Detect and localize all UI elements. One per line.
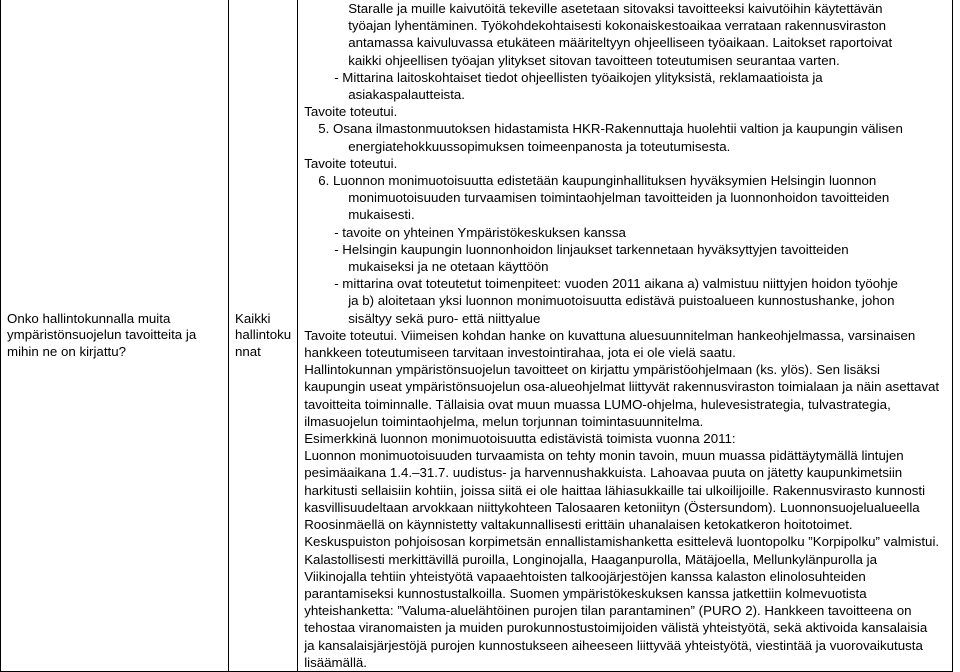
text-line: Esimerkkinä luonnon monimuotoisuutta edistävistä toimista vuonna 2011:	[304, 431, 736, 447]
text-line: mukaiseksi ja ne otetaan käyttöön	[348, 259, 549, 275]
text-line: Roosinmäellä on käynnistetty valtakunnallisesti erittäin uhanalaisen ketokatkeron hoitotoimet.	[304, 517, 853, 533]
text-line: tehostaa viranomaisten ja muiden purokunnostustoimijoiden välistä yhteistyötä, sekä aktivoida kansalaisia	[304, 620, 928, 636]
text-line: antamassa kaivuluvassa etukäteen määriteltyyn ohjeelliseen työaikaan. Laitokset raportoivat	[348, 35, 893, 51]
text-line: pesimäaikana 1.4.–31.7. uudistus- ja harvennushakkuista. Lahoavaa puuta on jätetty kaupunkimetsiin	[304, 465, 903, 481]
text-line: - mittarina ovat toteutetut toimenpiteet: vuoden 2011 aikana a) valmistuu niittyjen hoidon työohje	[334, 276, 898, 292]
text-line: kasvillisuudeltaan arvokkaan niittykohteen Talosaaren ketoniityn (Östersundom). Luonnonsuojelualueella	[304, 499, 920, 515]
text-line: lisäämällä.	[304, 654, 368, 670]
answer-cell	[298, 0, 953, 671]
text-line: ilmasuojelun toimintaohjelma, melun torjunnan toimintasuunnitelma.	[304, 413, 704, 429]
text-line: Tavoite toteutui.	[304, 104, 398, 120]
text-line: Tavoite toteutui.	[304, 155, 398, 171]
text-line: ja kansalaisjärjestöjä purojen kunnostukseen aiheeseen liittyvää yhteistyötä, viestintää ja vuorovaikutusta	[304, 637, 923, 653]
table-row	[1, 0, 953, 671]
text-line: Tavoite toteutui. Viimeisen kohdan hanke on kuvattuna aluesuunnitelman hankeohjelmassa, varsinaisen	[304, 327, 916, 343]
text-line: 5. Osana ilmastonmuutoksen hidastamista HKR-Rakennuttaja huolehtii valtion ja kaupungin välisen	[318, 121, 903, 137]
text-line: Viikinojalla tehtiin yhteistyötä vapaaehtoisten talkoojärjestöjen kanssa kalaston elinolosuhteiden	[304, 568, 866, 584]
text-line: - tavoite on yhteinen Ympäristökeskuksen kanssa	[334, 224, 626, 240]
text-line: tavoitteita toiminnalle. Tällaisia ovat muun muassa LUMO-ohjelma, hulevesistrategia, tulvastrategia,	[304, 396, 891, 412]
question-text: Onko hallintokunnalla muita ympäristönsuojelun tavoitteita ja mihin ne on kirjattu?	[7, 310, 197, 359]
text-line: 6. Luonnon monimuotoisuutta edistetään kaupunginhallituksen hyväksymien Helsingin luonnon	[318, 173, 877, 189]
text-line: mukaisesti.	[348, 207, 415, 223]
text-line: Keskuspuiston pohjoisosan korpimetsän ennallistamishanketta esittelevä luontopolku ”Korpipolku” valmistui.	[304, 534, 940, 550]
text-line: parantamiseksi kunnostustalkoilla. Suomen ympäristökeskuksen kanssa jatkettiin kolmevuotista	[304, 585, 867, 601]
text-line: energiatehokkuussopimuksen toimeenpanosta ja toteutumisesta.	[348, 138, 731, 154]
question-cell	[1, 0, 229, 671]
text-line: hankkeen toteutumiseen tarvitaan investointirahaa, jota ei ole vielä saatu.	[304, 345, 736, 361]
text-line: ja b) aloitetaan yksi luonnon monimuotoisuutta edistävä puistoalueen kunnostushanke, johon	[348, 293, 895, 309]
text-line: työajan lyhentäminen. Työkohdekohtaisesti kokonaiskestoaikaa verrataan rakennusviraston	[348, 18, 887, 34]
text-line: Luonnon monimuotoisuuden turvaamista on tehty monin tavoin, muun muassa pidättäytymällä lintujen	[304, 448, 904, 464]
text-line: asiakaspalautteista.	[348, 87, 465, 103]
responsible-text: Kaikki hallintoku nnat	[235, 310, 292, 359]
text-line: - Helsingin kaupungin luonnonhoidon linjaukset tarkennetaan hyväksyttyjen tavoitteiden	[334, 241, 849, 257]
text-line: sisältyy sekä puro- että niittyalue	[348, 310, 541, 326]
text-line: Hallintokunnan ympäristönsuojelun tavoitteet on kirjattu ympäristöohjelmaan (ks. ylös). Sen lisäksi	[304, 362, 880, 378]
answer-text	[304, 0, 946, 671]
text-line: kaikki ohjeellisen työajan ylitykset sitovan tavoitteen toteutumisen seurantaa varten.	[348, 52, 840, 68]
text-line: Kalastollisesti merkittävillä puroilla, Longinojalla, Haaganpurolla, Mätäjoella, Mellunkylänpurolla ja	[304, 551, 877, 567]
text-line: kaupungin useat ympäristönsuojelun osa-alueohjelmat liittyvät rakennusviraston toimialaan ja näin asettavat	[304, 379, 940, 395]
text-line: harkitusti sellaisiin kohtiin, joissa siitä ei ole haittaa lähiasukkaille tai ulkoilijoille. Rakennusvirasto kunnosti	[304, 482, 926, 498]
responsible-cell	[229, 0, 298, 671]
text-line: Staralle ja muille kaivutöitä tekeville asetetaan sitovaksi tavoitteeksi kaivutöihin käytettävän	[348, 1, 883, 16]
text-line: monimuotoisuuden turvaamisen toimintaohjelman tavoitteiden ja luonnonhoidon tavoitteiden	[348, 190, 890, 206]
text-line: - Mittarina laitoskohtaiset tiedot ohjeellisten työaikojen ylityksistä, reklamaatioista ja	[334, 69, 823, 85]
text-line: yhteishanketta: ”Valuma-aluelähtöinen purojen tilan parantaminen” (PURO 2). Hankkeen tavoitteena on	[304, 603, 912, 619]
